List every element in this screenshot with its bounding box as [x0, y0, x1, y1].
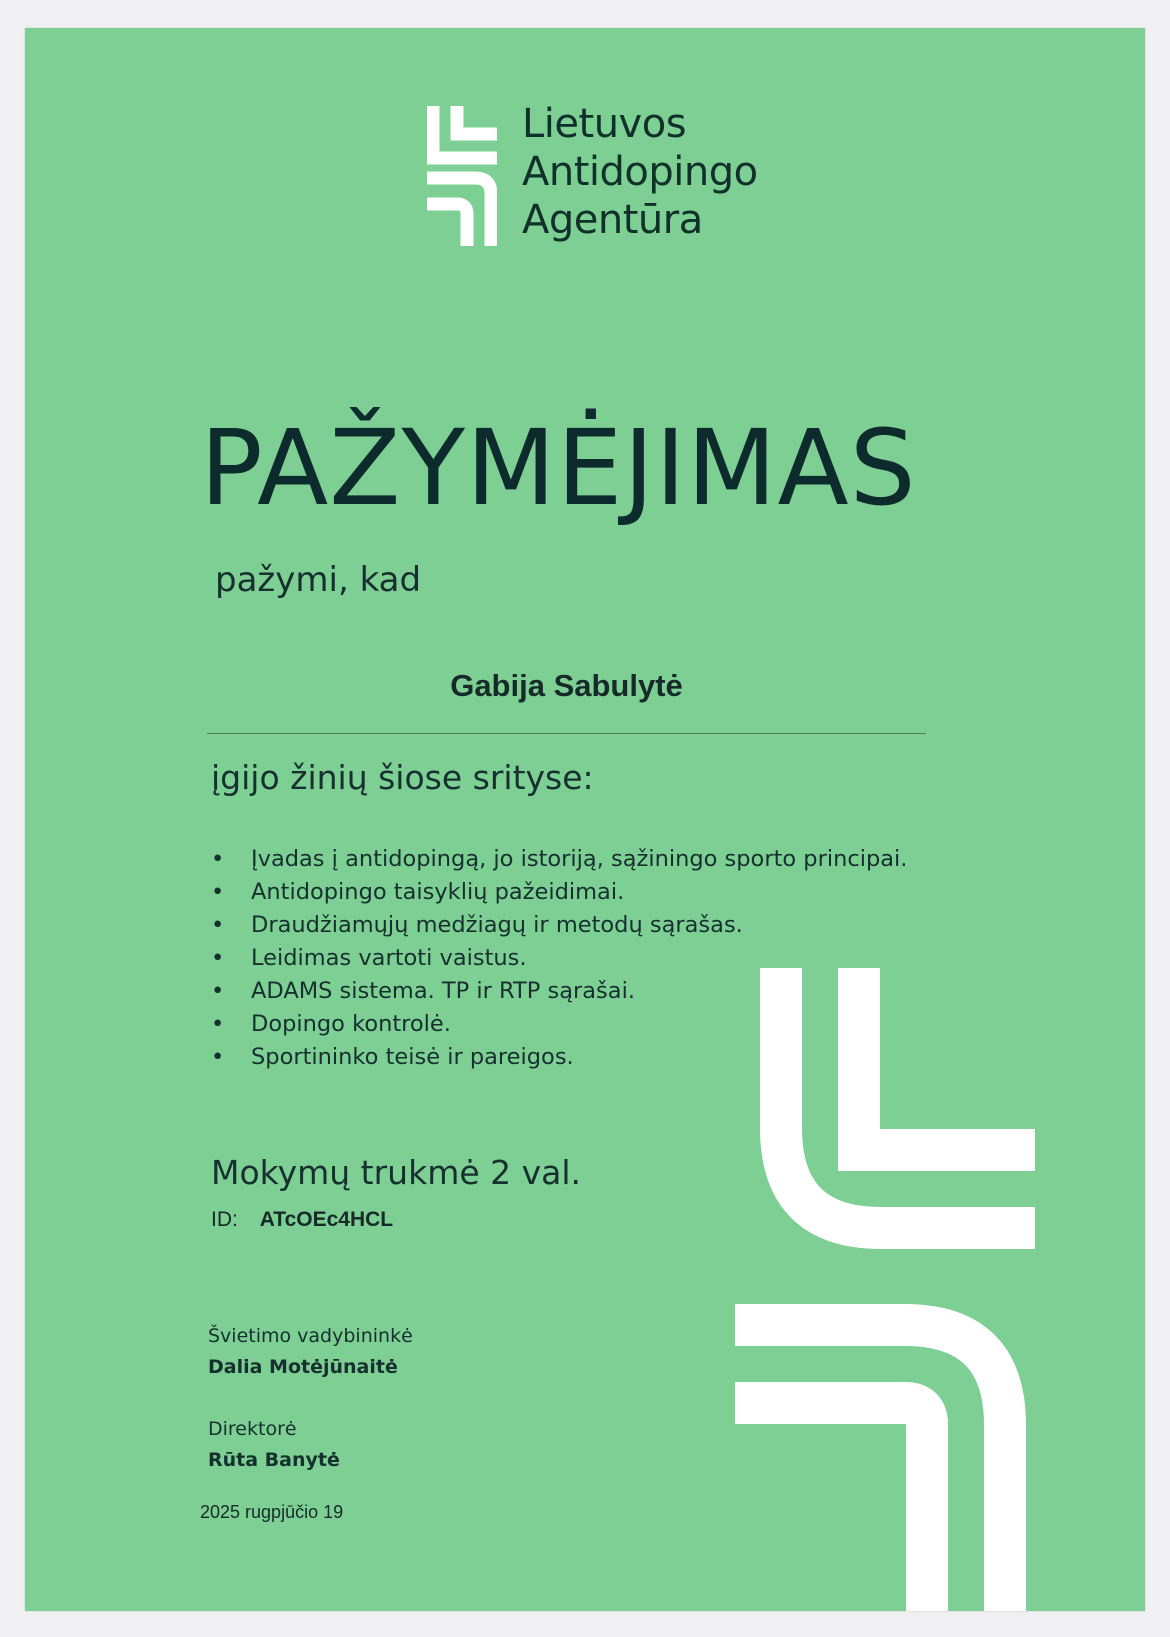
logo-line-2: Antidopingo [522, 149, 758, 195]
certificate-id [211, 1208, 393, 1232]
signatory-director [208, 1414, 340, 1476]
signatory-name: Rūta Banytė [208, 1449, 340, 1471]
logo-line-1: Lietuvos [522, 101, 687, 147]
name-underline [207, 733, 926, 734]
list-item: • Antidopingo taisyklių pažeidimai. [211, 876, 907, 909]
id-label: ID: [211, 1208, 238, 1231]
list-item: • Leidimas vartoti vaistus. [211, 942, 907, 975]
logo-line-3: Agentūra [522, 197, 703, 243]
training-duration: Mokymų trukmė 2 val. [211, 1153, 582, 1192]
signatory-name: Dalia Motėjūnaitė [208, 1356, 398, 1378]
list-item: • Įvadas į antidopingą, jo istoriją, sąžiningo sporto principai. [211, 843, 907, 876]
signatory-education-manager [208, 1321, 413, 1383]
certificate [25, 28, 1145, 1611]
certificate-title: PAŽYMĖJIMAS [200, 407, 917, 529]
list-item: • Sportininko teisė ir pareigos. [211, 1041, 907, 1074]
ltada-logo-icon [427, 106, 497, 246]
issue-date: 2025 rugpjūčio 19 [200, 1502, 344, 1522]
id-value: ATcOEc4HCL [259, 1208, 394, 1231]
certificate-subtitle: pažymi, kad [215, 560, 422, 600]
list-item: • ADAMS sistema. TP ir RTP sąrašai. [211, 975, 907, 1008]
decorative-logo-mark-icon [735, 968, 1035, 1611]
list-item: • Draudžiamųjų medžiagų ir metodų sąrašas. [211, 909, 907, 942]
areas-heading: įgijo žinių šiose srityse: [211, 758, 594, 797]
signatory-role: Direktorė [208, 1418, 297, 1440]
list-item: • Dopingo kontrolė. [211, 1008, 907, 1041]
signatory-role: Švietimo vadybininkė [208, 1325, 413, 1347]
recipient-name: Gabija Sabulytė [450, 668, 683, 703]
organization-name [522, 100, 758, 244]
